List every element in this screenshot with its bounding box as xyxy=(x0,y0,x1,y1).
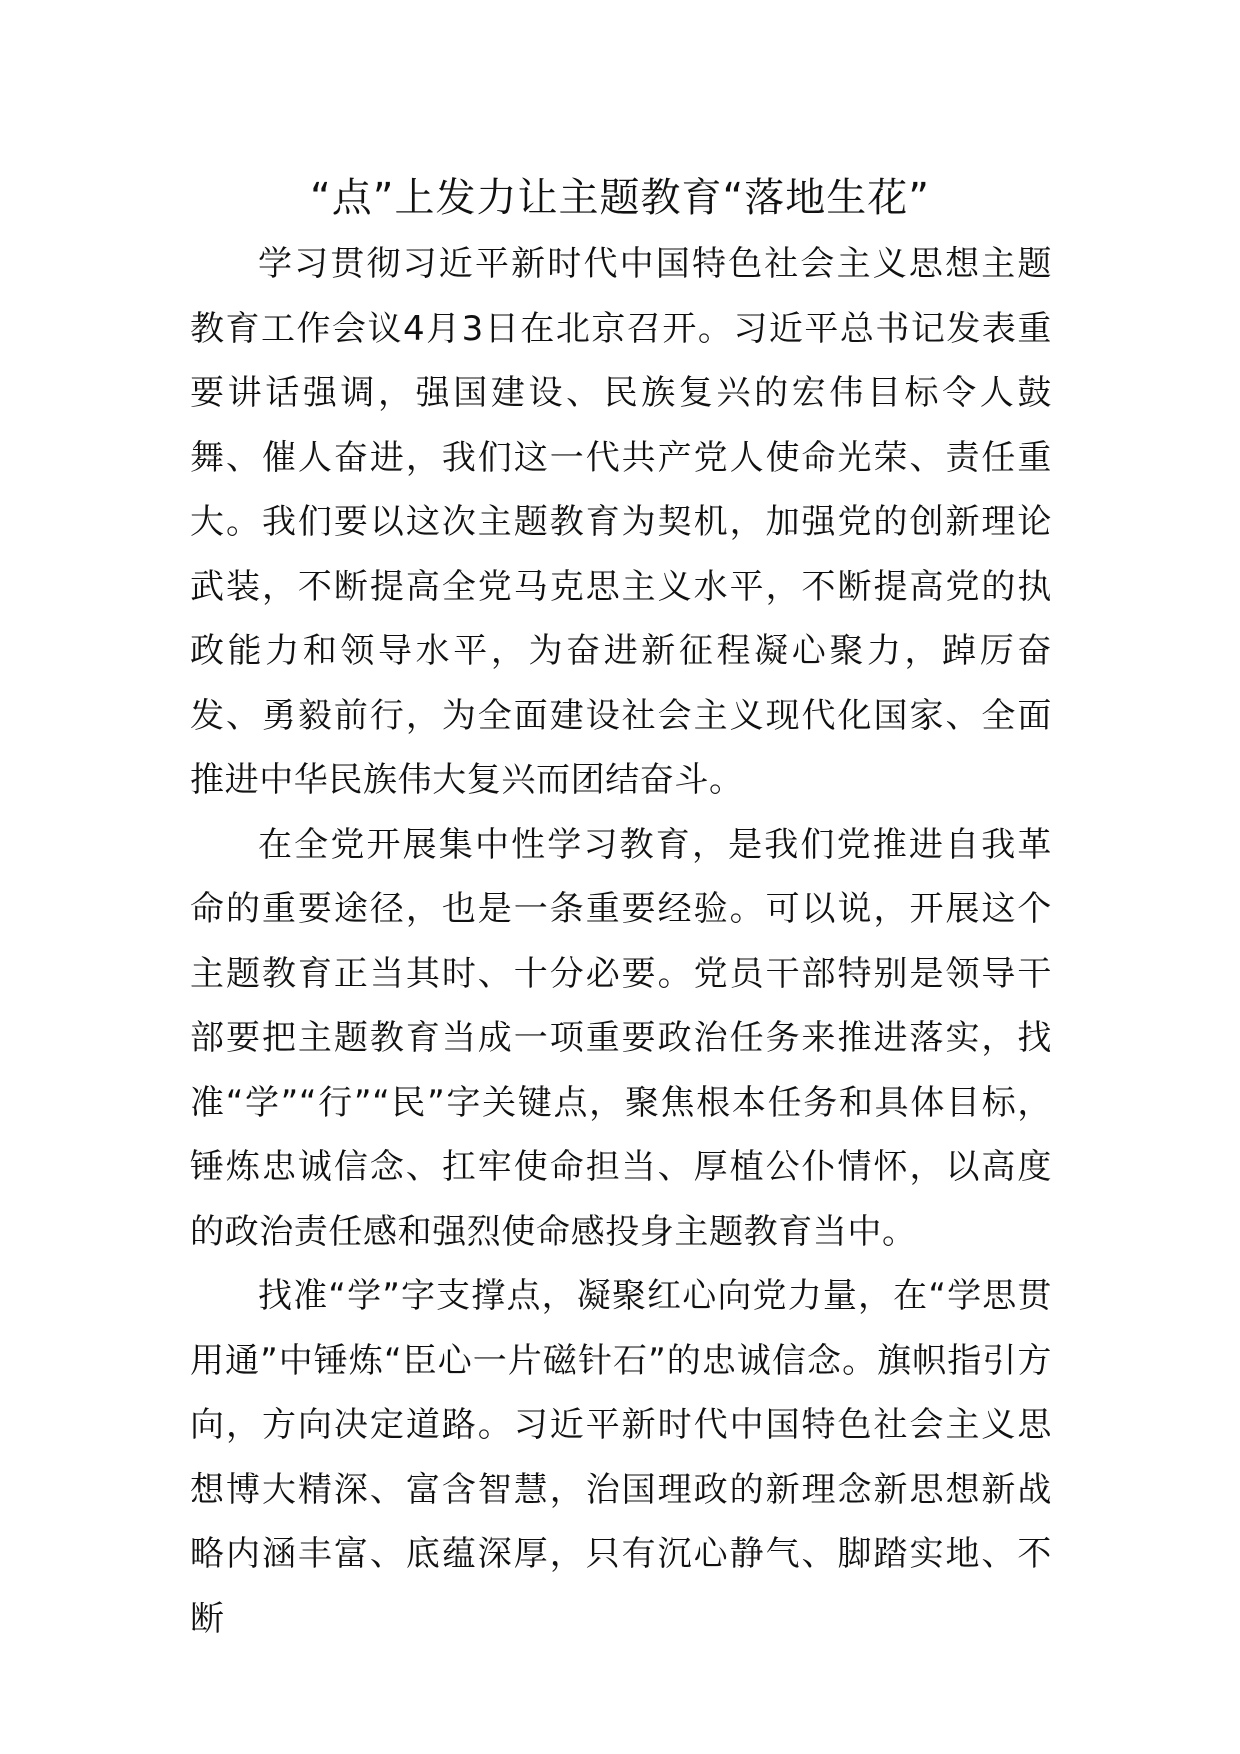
paragraph-3: 找准“学”字支撑点，凝聚红心向党力量，在“学思贯用通”中锤炼“臣心一片磁针石”的忠诚信念。旗帜指引方向，方向决定道路。习近平新时代中国特色社会主义思想博大精深、富含智慧，治国理政的新理念新思想新战略内涵丰富、底蕴深厚，只有沉心静气、脚踏实地、不断 xyxy=(190,1276,1052,1639)
document-title: “点”上发力让主题教育“落地生花” xyxy=(310,175,930,221)
paragraph-1: 学习贯彻习近平新时代中国特色社会主义思想主题教育工作会议4月3日在北京召开。习近平总书记发表重要讲话强调，强国建设、民族复兴的宏伟目标令人鼓舞、催人奋进，我们这一代共产党人使命光荣、责任重大。我们要以这次主题教育为契机，加强党的创新理论武装，不断提高全党马克思主义水平，不断提高党的执政能力和领导水平，为奋进新征程凝心聚力，踔厉奋发、勇毅前行，为全面建设社会主义现代化国家、全面推进中华民族伟大复兴而团结奋斗。 xyxy=(190,244,1052,800)
document-body xyxy=(190,232,1052,1651)
paragraph-2: 在全党开展集中性学习教育，是我们党推进自我革命的重要途径，也是一条重要经验。可以说，开展这个主题教育正当其时、十分必要。党员干部特别是领导干部要把主题教育当成一项重要政治任务来推进落实，找准“学”“行”“民”字关键点，聚焦根本任务和具体目标，锤炼忠诚信念、扛牢使命担当、厚植公仆情怀，以高度的政治责任感和强烈使命感投身主题教育当中。 xyxy=(190,824,1052,1252)
